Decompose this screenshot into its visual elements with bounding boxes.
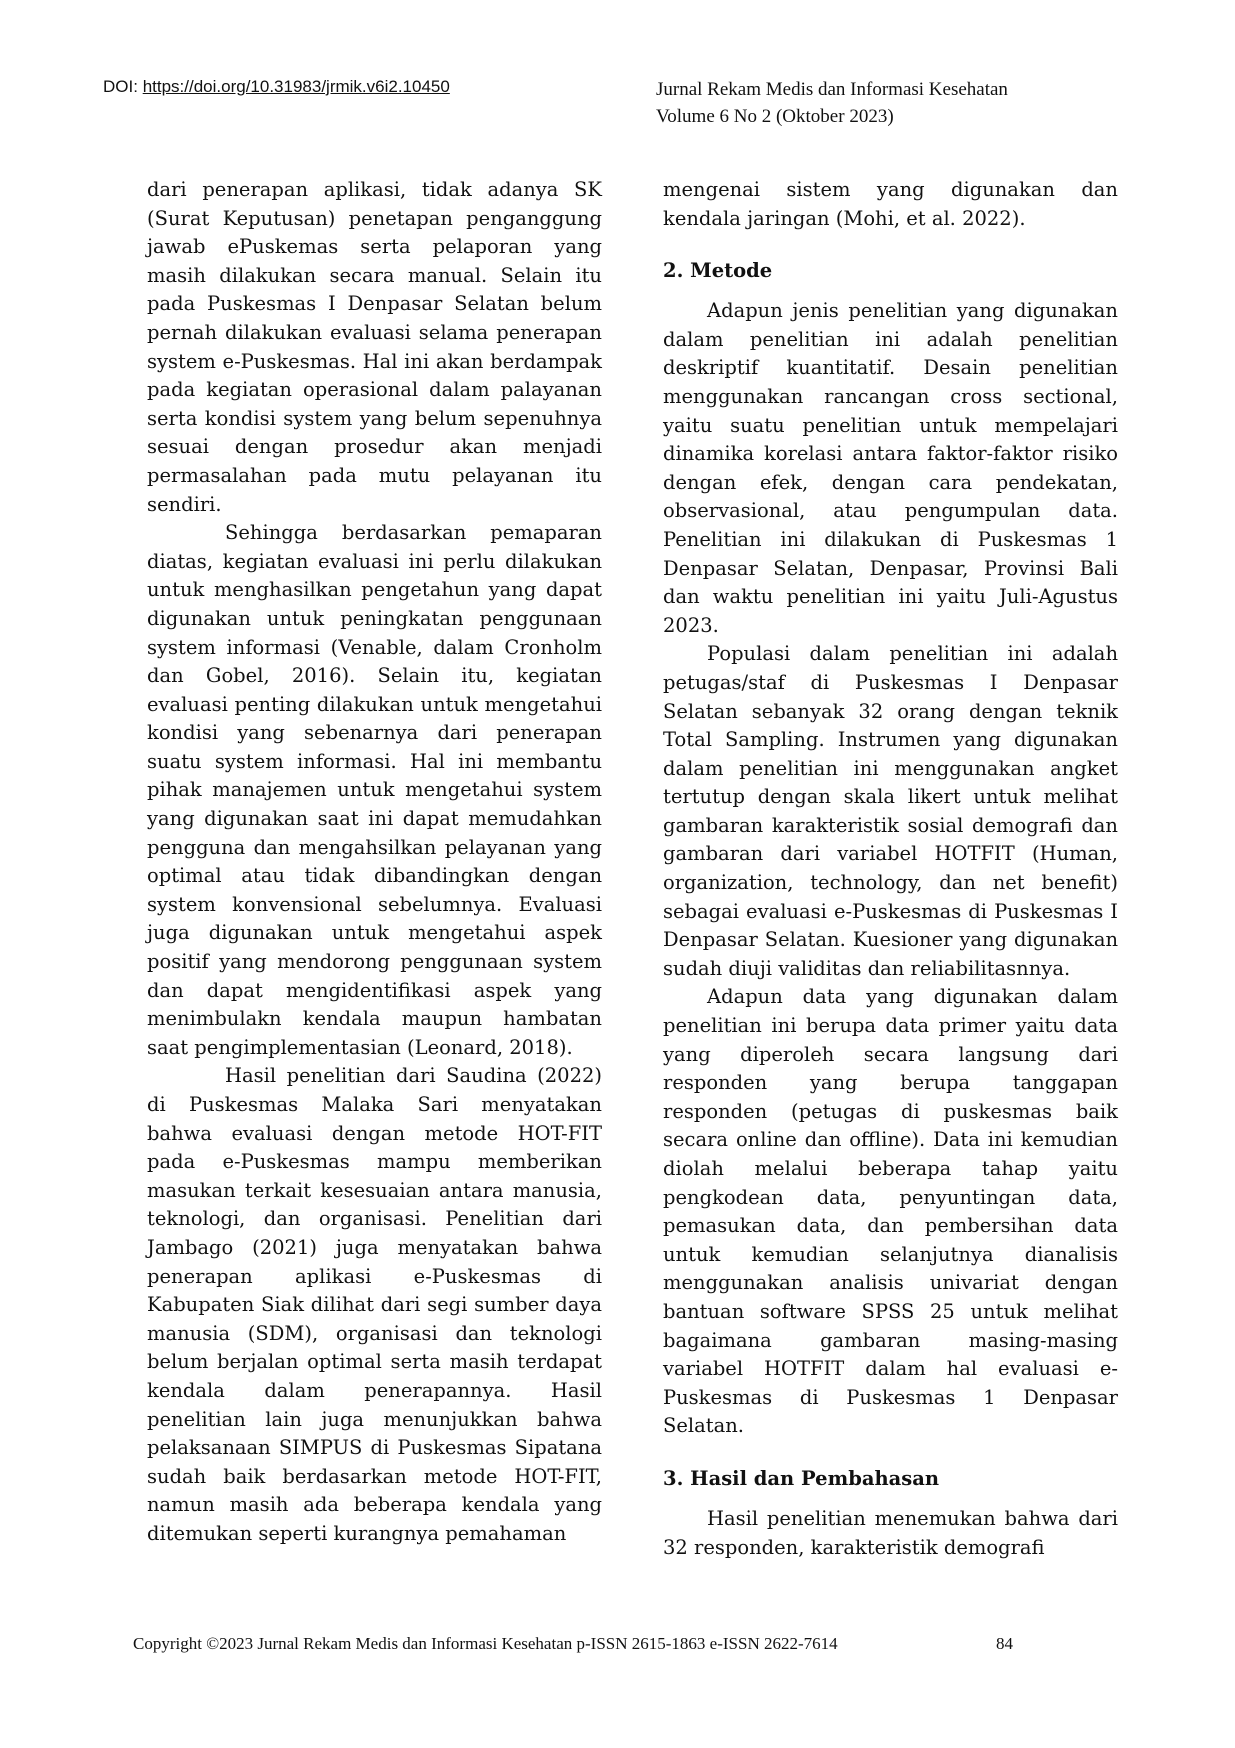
journal-header [656,76,1008,130]
paragraph: Sehingga berdasarkan pemaparan diatas, kegiatan evaluasi ini perlu dilakukan untuk menghasilkan pengetahun yang dapat digunakan untuk peningkatan penggunaan system informasi (Venable, dalam Cronholm dan Gobel, 2016). Selain itu, kegiatan evaluasi penting dilakukan untuk mengetahui kondisi yang sebenarnya dari penerapan suatu system informasi. Hal ini membantu pihak manajemen untuk mengetahui system yang digunakan saat ini dapat memudahkan pengguna dan mengahsilkan pelayanan yang optimal atau tidak dibandingkan dengan system konvensional sebelumnya. Evaluasi juga digunakan untuk mengetahui aspek positif yang mendorong penggunaan system dan dapat mengidentifikasi aspek yang menimbulakn kendala maupun hambatan saat pengimplementasian (Leonard, 2018). [147,521,602,1059]
paragraph: mengenai sistem yang digunakan dan kendala jaringan (Mohi, et al. 2022). [663,178,1118,230]
section-heading-metode: 2. Metode [663,259,773,283]
paragraph: Adapun data yang digunakan dalam penelitian ini berupa data primer yaitu data yang diperoleh secara langsung dari responden yang berupa tanggapan responden (petugas di puskesmas baik secara online dan offline). Data ini kemudian diolah melalui beberapa tahap yaitu pengkodean data, penyuntingan data, pemasukan data, dan pembersihan data untuk kemudian selanjutnya dianalisis menggunakan analisis univariat dengan bantuan software SPSS 25 untuk melihat bagaimana gambaran masing-masing variabel HOTFIT dalam hal evaluasi e-Puskesmas di Puskesmas 1 Denpasar Selatan. [663,985,1118,1438]
paragraph: Hasil penelitian menemukan bahwa dari 32 responden, karakteristik demografi [663,1506,1118,1559]
left-column [147,176,602,1549]
doi-line [103,77,450,97]
page-number: 84 [996,1634,1013,1653]
section-heading-hasil: 3. Hasil dan Pembahasan [663,1466,940,1490]
doi-label: DOI: [103,77,138,96]
paragraph: Adapun jenis penelitian yang digunakan dalam penelitian ini adalah penelitian deskriptif kuantitatif. Desain penelitian menggunakan rancangan cross sectional, yaitu suatu penelitian untuk mempelajari dinamika korelasi antara faktor-faktor risiko dengan efek, dengan cara pendekatan, observasional, atau pengumpulan data. Penelitian ini dilakukan di Puskesmas 1 Denpasar Selatan, Denpasar, Provinsi Bali dan waktu penelitian ini yaitu Juli-Agustus 2023. [663,299,1118,637]
footer-copyright: Copyright ©2023 Jurnal Rekam Medis dan Informasi Kesehatan p-ISSN 2615-1863 e-ISSN 2622-7614 [133,1634,838,1653]
paragraph: dari penerapan aplikasi, tidak adanya SK (Surat Keputusan) penetapan penganggung jawab ePuskemas serta pelaporan yang masih dilakukan secara manual. Selain itu pada Puskesmas I Denpasar Selatan belum pernah dilakukan evaluasi selama penerapan system e-Puskesmas. Hal ini akan berdampak pada kegiatan operasional dalam palayanan serta kondisi system yang belum sepenuhnya sesuai dengan prosedur akan menjadi permasalahan pada mutu pelayanan itu sendiri. [147,178,602,516]
paragraph: Hasil penelitian dari Saudina (2022) di Puskesmas Malaka Sari menyatakan bahwa evaluasi dengan metode HOT-FIT pada e-Puskesmas mampu memberikan masukan terkait kesesuaian antara manusia, teknologi, dan organisasi. Penelitian dari Jambago (2021) juga menyatakan bahwa penerapan aplikasi e-Puskesmas di Kabupaten Siak dilihat dari segi sumber daya manusia (SDM), organisasi dan teknologi belum berjalan optimal serta masih terdapat kendala dalam penerapannya. Hasil penelitian lain juga menunjukkan bahwa pelaksanaan SIMPUS di Puskesmas Sipatana sudah baik berdasarkan metode HOT-FIT, namun masih ada beberapa kendala yang ditemukan seperti kurangnya pemahaman [147,1064,602,1545]
journal-name: Jurnal Rekam Medis dan Informasi Kesehatan [656,79,1008,100]
doi-link[interactable]: https://doi.org/10.31983/jrmik.v6i2.10450 [142,77,450,96]
right-column [663,176,1118,1562]
paragraph: Populasi dalam penelitian ini adalah petugas/staf di Puskesmas I Denpasar Selatan sebanyak 32 orang dengan teknik Total Sampling. Instrumen yang digunakan dalam penelitian ini menggunakan angket tertutup dengan skala likert untuk melihat gambaran karakteristik sosial demografi dan gambaran dari variabel HOTFIT (Human, organization, technology, dan net benefit) sebagai evaluasi e-Puskesmas di Puskesmas I Denpasar Selatan. Kuesioner yang digunakan sudah diuji validitas dan reliabilitasnnya. [663,642,1118,980]
journal-volume: Volume 6 No 2 (Oktober 2023) [656,106,894,127]
